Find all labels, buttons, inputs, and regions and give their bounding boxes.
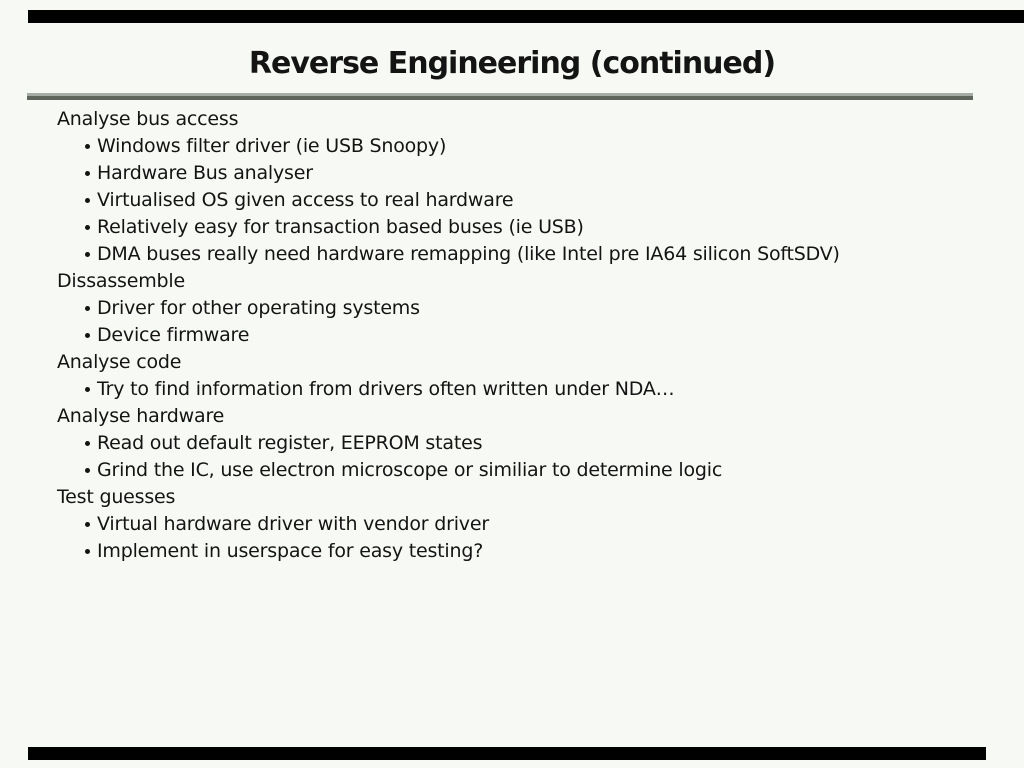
letterbox-bottom-bar (28, 747, 986, 760)
section-heading: Test guesses (57, 486, 176, 508)
bullet-item (0, 187, 1024, 214)
bullet-text: Hardware Bus analyser (97, 162, 313, 184)
section-heading: Dissassemble (57, 270, 185, 292)
section-heading: Analyse hardware (57, 405, 225, 427)
bullet-icon (85, 171, 90, 176)
bullet-text: Try to find information from drivers often written under NDA… (97, 378, 675, 400)
bullet-item (0, 214, 1024, 241)
slide-title: Reverse Engineering (continued) (248, 46, 776, 81)
bullet-item (0, 322, 1024, 349)
bullet-text: Driver for other operating systems (97, 297, 420, 319)
bullet-icon (85, 306, 90, 311)
bullet-icon (85, 549, 90, 554)
bullet-icon (85, 333, 90, 338)
bullet-text: Virtualised OS given access to real hardware (97, 189, 514, 211)
bullet-icon (85, 441, 90, 446)
bullet-icon (85, 225, 90, 230)
bullet-item (0, 457, 1024, 484)
bullet-item (0, 430, 1024, 457)
bullet-text: Implement in userspace for easy testing? (97, 540, 484, 562)
bullet-item (0, 295, 1024, 322)
letterbox-top-bar (28, 10, 1024, 23)
bullet-icon (85, 144, 90, 149)
section-heading: Analyse code (57, 351, 182, 373)
bullet-item (0, 133, 1024, 160)
bullet-text: Device firmware (97, 324, 250, 346)
title-rule (27, 93, 973, 100)
bullet-item (0, 538, 1024, 565)
bullet-text: Relatively easy for transaction based buses (ie USB) (97, 216, 584, 238)
bullet-item (0, 376, 1024, 403)
bullet-icon (85, 522, 90, 527)
bullet-text: Read out default register, EEPROM states (97, 432, 483, 454)
bullet-icon (85, 198, 90, 203)
bullet-text: DMA buses really need hardware remapping (like Intel pre IA64 silicon SoftSDV) (97, 243, 840, 265)
bullet-item (0, 511, 1024, 538)
bullet-icon (85, 468, 90, 473)
bullet-item (0, 241, 1024, 268)
bullet-icon (85, 387, 90, 392)
bullet-item (0, 160, 1024, 187)
bullet-text: Windows filter driver (ie USB Snoopy) (97, 135, 447, 157)
bullet-text: Grind the IC, use electron microscope or similiar to determine logic (97, 459, 723, 481)
slide-content (0, 106, 1024, 565)
bullet-icon (85, 252, 90, 257)
section-heading: Analyse bus access (57, 108, 239, 130)
bullet-text: Virtual hardware driver with vendor driver (97, 513, 489, 535)
